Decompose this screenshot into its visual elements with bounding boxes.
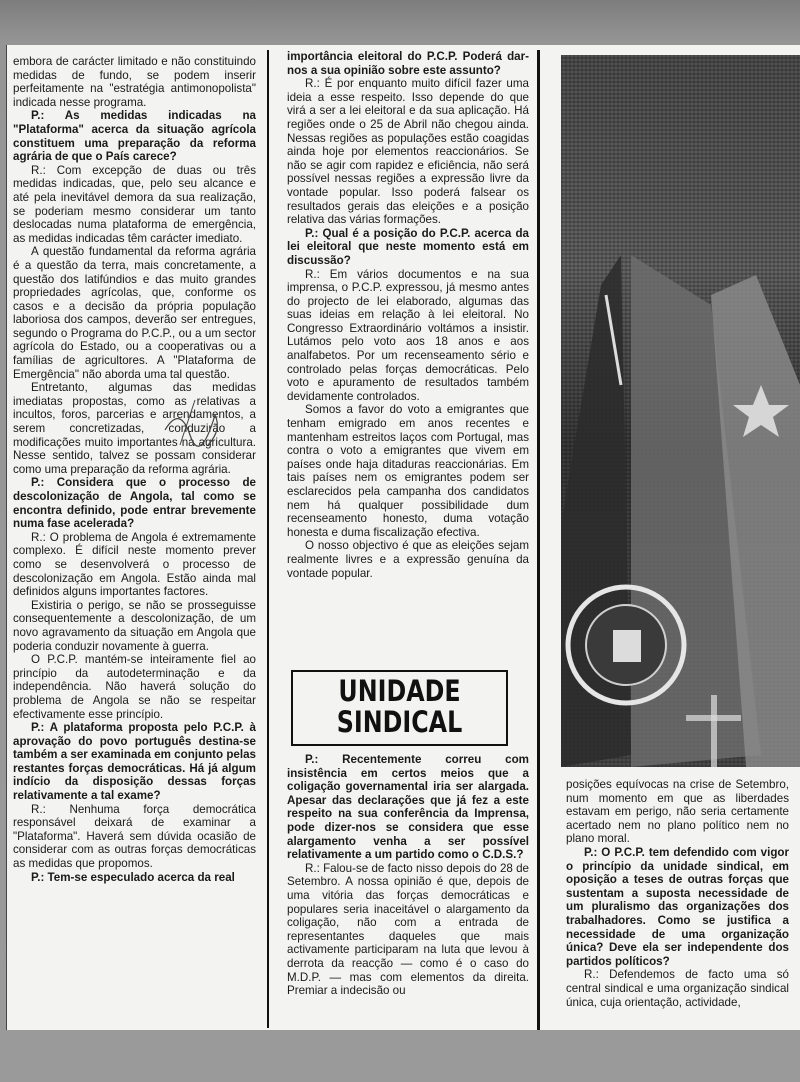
question-paragraph: P.: Recentemente correu com insistência em certos meios que a coligação governamental iria ser alargada. Apesar das declarações que já fez a este respeito na sua conferência da Imprensa, pode dizer-nos se considera que esse alargamento venha a ser possível relativamente a um partido como o C.D.S.? bbox=[287, 753, 529, 862]
question-paragraph: P.: As medidas indicadas na "Plataforma" acerca da situação agrícola constituem uma preparação da reforma agrária de que o País carece? bbox=[13, 109, 256, 164]
question-paragraph: P.: A plataforma proposta pelo P.C.P. à aprovação do povo português destina-se também a ser examinada em conjunto pelas restantes forças democráticas. Há já algum indício da disposição dessas forças relativamente a tal exame? bbox=[13, 721, 256, 803]
answer-paragraph: A questão fundamental da reforma agrária é a questão da terra, mais concretamente, a questão dos latifúndios e das muito grandes propriedades agrícolas, que, conforme os casos e a decisão da própria população laboriosa dos campos, deverão ser entregues, segundo o Programa do P.C.P., ou a um sector agrícola do Estado, ou a cooperativas ou a famílias de agricultores. A "Plataforma de Emergência" não aborda uma tal questão. bbox=[13, 245, 256, 381]
question-paragraph: P.: Qual é a posição do P.C.P. acerca da lei eleitoral que neste momento está em discussão? bbox=[287, 226, 529, 267]
answer-paragraph: posições equívocas na crise de Setembro, num momento em que as liberdades estavam em perigo, não seria certamente acertado nem no plano político nem no plano moral. bbox=[566, 778, 789, 846]
answer-paragraph: R.: Nenhuma força democrática responsável deixará de examinar a "Plataforma". Haverá sem dúvida ocasião de considerar com as outras forças democráticas as medidas que propomos. bbox=[13, 802, 256, 871]
question-paragraph: importância eleitoral do P.C.P. Poderá dar-nos a sua opinião sobre este assunto? bbox=[287, 50, 529, 77]
text-column-right bbox=[566, 778, 789, 1009]
question-paragraph: P.: O P.C.P. tem defendido com vigor o princípio da unidade sindical, em oposição a teses de outras forças que sustentam a suposta necessidade de um pluralismo das organizações dos trabalhadores. Como se justifica a necessidade de uma organização única? Deve ela ser independente dos partidos políticos? bbox=[566, 845, 789, 968]
answer-paragraph: R.: É por enquanto muito difícil fazer uma ideia a esse respeito. Isso depende do que virá a ser a lei eleitoral e da sua aplicação. Há regiões onde o 25 de Abril não chegou ainda. Nessas regiões as populações estão coagidas ainda hoje por elementos reaccionários. Se não se agir com rapidez e eficiência, não será possível nessas regiões a expressão livre da vontade popular. Isso poderá falsear os resultados gerais das eleições e a posição relativa das várias formações. bbox=[287, 77, 529, 227]
answer-paragraph: R.: Em vários documentos e na sua imprensa, o P.C.P. expressou, já mesmo antes do projecto de lei elaborado, algumas das suas ideias em relação à lei eleitoral. No Congresso Extraordinário voltámos a insistir. Lutámos pelo voto aos 18 anos e aos analfabetos. Por um recenseamento sério e controlado pelas forças democráticas. Pelo voto e apuramento de resultados também devidamente controlados. bbox=[287, 267, 529, 403]
answer-paragraph: Entretanto, algumas das medidas imediatas propostas, como as relativas a incultos, foros, parcerias e arrendamentos, a serem concretizadas, conduzirão a modificações muito importantes na agricultura. Nesse sentido, talvez se possam considerar como uma preparação da reforma agrária. bbox=[13, 381, 256, 476]
answer-paragraph: embora de carácter limitado e não constituindo medidas de fundo, se podem inserir perfeitamente na "estratégia antimonopolista" indicada nesse programa. bbox=[13, 55, 256, 109]
section-headline bbox=[291, 670, 508, 746]
headline-line-1: UNIDADE bbox=[338, 674, 461, 708]
answer-paragraph: R.: Com excepção de duas ou três medidas indicadas, que, pelo seu alcance e até pela inevitável demora da sua realização, se poderiam mesmo considerar um tanto deslocadas numa plataforma de emergência, as medidas indicadas têm carácter imediato. bbox=[13, 163, 256, 245]
answer-paragraph: R.: Falou-se de facto nisso depois do 28 de Setembro. A nossa opinião é que, depois de uma vitória das forças democráticas e populares seria inaceitável o alargamento da coligação, não com a entrada de representantes daqueles que mais activamente participaram na luta que levou à derrota da reacção — como é o caso do M.D.P. — mas com elementos da direita. Premiar a indecisão ou bbox=[287, 861, 529, 998]
text-column-middle-lower bbox=[287, 753, 529, 998]
text-column-middle bbox=[287, 50, 529, 580]
flags-photo bbox=[561, 55, 800, 767]
headline-line-2: SINDICAL bbox=[336, 705, 463, 739]
page-border-left bbox=[6, 45, 7, 1030]
answer-paragraph: Existiria o perigo, se não se prosseguisse consequentemente a descolonização, de um novo agravamento da situação em Angola que poderia conduzir novamente à guerra. bbox=[13, 598, 256, 653]
text-column-left bbox=[13, 55, 256, 884]
question-paragraph: P.: Tem-se especulado acerca da real bbox=[31, 870, 235, 884]
answer-paragraph: R.: Defendemos de facto uma só central sindical e uma organização sindical única, cuja orientação, actividade, bbox=[566, 968, 789, 1009]
answer-paragraph: Somos a favor do voto a emigrantes que tenham emigrado em anos recentes e mantenham estreitos laços com Portugal, mas contra o voto a emigrantes que vivem em países onde haja ditaduras reaccionárias. Em tais países nem os emigrantes podem ser esclarecidos pela campanha dos candidatos nem há qualquer possibilidade dum recenseamento honesto, duma votação honesta e duma fiscalização efectiva. bbox=[287, 403, 529, 539]
answer-paragraph: O P.C.P. mantém-se inteiramente fiel ao princípio da autodeterminação e da independência. Não haverá solução do problema de Angola se não se respeitar efectivamente esse princípio. bbox=[13, 653, 256, 721]
column-divider-right bbox=[537, 50, 540, 1030]
column-divider-left bbox=[267, 50, 269, 1028]
answer-paragraph: R.: O problema de Angola é extremamente complexo. É difícil neste momento prever como se desenvolverá o processo de descolonização em Angola. Estão ainda mal definidos alguns importantes factores. bbox=[13, 530, 256, 599]
answer-paragraph: O nosso objectivo é que as eleições sejam realmente livres e a expressão genuína da vontade popular. bbox=[287, 539, 529, 580]
question-paragraph: P.: Considera que o processo de descolonização de Angola, tal como se encontra definido, pode entrar brevemente numa fase acelerada? bbox=[13, 476, 256, 531]
handwritten-mark bbox=[160, 395, 230, 455]
flags-illustration bbox=[561, 55, 800, 767]
